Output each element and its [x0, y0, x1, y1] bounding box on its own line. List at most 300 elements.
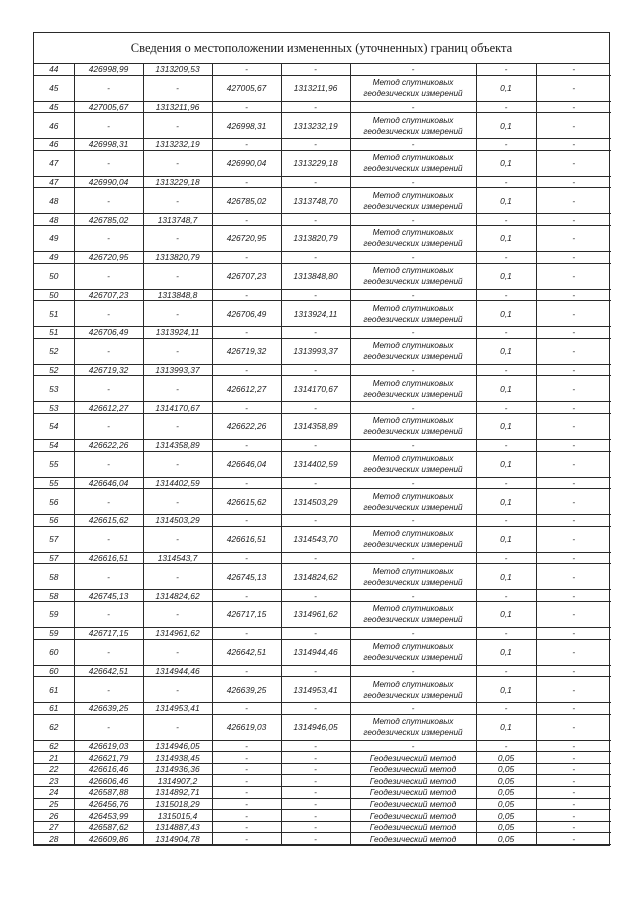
accuracy-cell: - [476, 477, 536, 489]
old-y-cell: 1314170,67 [143, 402, 212, 414]
new-y-cell: - [281, 214, 350, 226]
description-cell: - [536, 214, 611, 226]
old-y-cell: - [143, 714, 212, 740]
table-row [34, 376, 611, 402]
accuracy-cell: 0,1 [476, 489, 536, 515]
old-y-cell: - [143, 526, 212, 552]
new-x-cell: 426720,95 [212, 225, 281, 251]
point-number-cell: 60 [34, 639, 74, 665]
old-x-cell: 426745,13 [74, 590, 143, 602]
old-x-cell: 426612,27 [74, 402, 143, 414]
old-y-cell: 1313924,11 [143, 327, 212, 339]
old-y-cell: 1314904,78 [143, 833, 212, 845]
method-cell: Метод спутниковых геодезических измерений [350, 489, 476, 515]
new-y-cell: 1313232,19 [281, 113, 350, 139]
point-number-cell: 47 [34, 176, 74, 188]
old-y-cell: - [143, 263, 212, 289]
old-x-cell: 426616,51 [74, 552, 143, 564]
old-x-cell: 426720,95 [74, 251, 143, 263]
accuracy-cell: - [476, 515, 536, 527]
old-x-cell: - [74, 526, 143, 552]
new-x-cell: - [212, 251, 281, 263]
method-cell: Геодезический метод [350, 821, 476, 833]
old-y-cell: - [143, 413, 212, 439]
old-y-cell: 1313232,19 [143, 139, 212, 151]
method-cell: - [350, 627, 476, 639]
method-cell: Метод спутниковых геодезических измерений [350, 75, 476, 101]
description-cell: - [536, 703, 611, 715]
method-cell: - [350, 439, 476, 451]
table-row [34, 64, 611, 75]
new-y-cell: - [281, 552, 350, 564]
new-x-cell: - [212, 798, 281, 810]
new-x-cell: - [212, 439, 281, 451]
table-row [34, 413, 611, 439]
accuracy-cell: 0,1 [476, 413, 536, 439]
new-x-cell: - [212, 515, 281, 527]
method-cell: - [350, 590, 476, 602]
new-y-cell: 1313229,18 [281, 150, 350, 176]
new-y-cell: 1313748,70 [281, 188, 350, 214]
table-row [34, 763, 611, 775]
point-number-cell: 56 [34, 515, 74, 527]
method-cell: Геодезический метод [350, 798, 476, 810]
new-y-cell: 1314503,29 [281, 489, 350, 515]
old-y-cell: - [143, 225, 212, 251]
point-number-cell: 57 [34, 552, 74, 564]
old-x-cell: - [74, 188, 143, 214]
table-row [34, 113, 611, 139]
old-y-cell: - [143, 601, 212, 627]
old-y-cell: 1314907,2 [143, 775, 212, 787]
method-cell: Метод спутниковых геодезических измерений [350, 564, 476, 590]
old-y-cell: 1314892,71 [143, 787, 212, 799]
table-row [34, 477, 611, 489]
new-x-cell: 426745,13 [212, 564, 281, 590]
table-row [34, 752, 611, 764]
description-cell: - [536, 251, 611, 263]
coordinates-table [34, 64, 611, 845]
point-number-cell: 53 [34, 402, 74, 414]
point-number-cell: 55 [34, 477, 74, 489]
new-x-cell: - [212, 703, 281, 715]
point-number-cell: 48 [34, 188, 74, 214]
new-y-cell: - [281, 477, 350, 489]
new-y-cell: - [281, 515, 350, 527]
old-y-cell: 1313209,53 [143, 64, 212, 75]
point-number-cell: 44 [34, 64, 74, 75]
description-cell: - [536, 477, 611, 489]
point-number-cell: 45 [34, 101, 74, 113]
table-row [34, 665, 611, 677]
old-y-cell: - [143, 301, 212, 327]
old-y-cell: 1314961,62 [143, 627, 212, 639]
old-x-cell: 426998,31 [74, 139, 143, 151]
accuracy-cell: 0,1 [476, 301, 536, 327]
description-cell: - [536, 665, 611, 677]
table-row [34, 176, 611, 188]
new-x-cell: - [212, 775, 281, 787]
method-cell: Геодезический метод [350, 752, 476, 764]
accuracy-cell: - [476, 703, 536, 715]
accuracy-cell: 0,1 [476, 601, 536, 627]
new-x-cell: - [212, 176, 281, 188]
table-row [34, 564, 611, 590]
new-x-cell: - [212, 364, 281, 376]
table-row [34, 139, 611, 151]
old-x-cell: - [74, 263, 143, 289]
old-y-cell: 1313748,7 [143, 214, 212, 226]
method-cell: - [350, 251, 476, 263]
point-number-cell: 22 [34, 763, 74, 775]
new-y-cell: - [281, 439, 350, 451]
page-title: Сведения о местоположении измененных (уточненных) границ объекта [34, 33, 609, 64]
method-cell: Метод спутниковых геодезических измерений [350, 263, 476, 289]
description-cell: - [536, 821, 611, 833]
new-y-cell: - [281, 752, 350, 764]
new-y-cell: 1313924,11 [281, 301, 350, 327]
method-cell: Геодезический метод [350, 810, 476, 822]
new-x-cell: 426707,23 [212, 263, 281, 289]
new-x-cell: - [212, 740, 281, 752]
table-row [34, 489, 611, 515]
accuracy-cell: - [476, 139, 536, 151]
description-cell: - [536, 150, 611, 176]
method-cell: Метод спутниковых геодезических измерений [350, 639, 476, 665]
old-x-cell: 426785,02 [74, 214, 143, 226]
old-y-cell: 1314938,45 [143, 752, 212, 764]
new-y-cell: - [281, 139, 350, 151]
table-row [34, 810, 611, 822]
point-number-cell: 56 [34, 489, 74, 515]
accuracy-cell: - [476, 64, 536, 75]
new-x-cell: - [212, 810, 281, 822]
description-cell: - [536, 798, 611, 810]
old-y-cell: 1315018,29 [143, 798, 212, 810]
point-number-cell: 61 [34, 677, 74, 703]
accuracy-cell: 0,1 [476, 188, 536, 214]
accuracy-cell: - [476, 627, 536, 639]
new-x-cell: - [212, 214, 281, 226]
table-row [34, 225, 611, 251]
point-number-cell: 54 [34, 439, 74, 451]
description-cell: - [536, 515, 611, 527]
description-cell: - [536, 376, 611, 402]
method-cell: - [350, 740, 476, 752]
new-x-cell: - [212, 787, 281, 799]
table-row [34, 821, 611, 833]
table-row [34, 515, 611, 527]
new-x-cell: - [212, 821, 281, 833]
new-y-cell: - [281, 289, 350, 301]
old-y-cell: 1313993,37 [143, 364, 212, 376]
description-cell: - [536, 338, 611, 364]
accuracy-cell: - [476, 364, 536, 376]
method-cell: Метод спутниковых геодезических измерений [350, 225, 476, 251]
accuracy-cell: - [476, 740, 536, 752]
point-number-cell: 26 [34, 810, 74, 822]
point-number-cell: 57 [34, 526, 74, 552]
table-row [34, 75, 611, 101]
description-cell: - [536, 627, 611, 639]
new-x-cell: - [212, 833, 281, 845]
accuracy-cell: 0,05 [476, 763, 536, 775]
old-y-cell: 1314887,43 [143, 821, 212, 833]
new-x-cell: - [212, 101, 281, 113]
point-number-cell: 60 [34, 665, 74, 677]
new-y-cell: 1314358,89 [281, 413, 350, 439]
new-y-cell: 1313993,37 [281, 338, 350, 364]
method-cell: Геодезический метод [350, 775, 476, 787]
accuracy-cell: - [476, 214, 536, 226]
old-x-cell: 426606,46 [74, 775, 143, 787]
accuracy-cell: - [476, 665, 536, 677]
method-cell: - [350, 552, 476, 564]
table-row [34, 677, 611, 703]
description-cell: - [536, 590, 611, 602]
old-x-cell: 426616,46 [74, 763, 143, 775]
new-y-cell: 1314953,41 [281, 677, 350, 703]
point-number-cell: 46 [34, 139, 74, 151]
method-cell: - [350, 289, 476, 301]
point-number-cell: 45 [34, 75, 74, 101]
new-y-cell: - [281, 740, 350, 752]
description-cell: - [536, 113, 611, 139]
table-row [34, 798, 611, 810]
accuracy-cell: - [476, 101, 536, 113]
old-y-cell: 1314358,89 [143, 439, 212, 451]
accuracy-cell: - [476, 327, 536, 339]
old-y-cell: - [143, 188, 212, 214]
table-row [34, 188, 611, 214]
method-cell: Геодезический метод [350, 833, 476, 845]
new-y-cell: - [281, 590, 350, 602]
new-x-cell: - [212, 289, 281, 301]
point-number-cell: 50 [34, 263, 74, 289]
description-cell: - [536, 289, 611, 301]
point-number-cell: 25 [34, 798, 74, 810]
old-y-cell: 1314503,29 [143, 515, 212, 527]
new-y-cell: - [281, 833, 350, 845]
new-x-cell: 426990,04 [212, 150, 281, 176]
new-y-cell: - [281, 810, 350, 822]
old-y-cell: 1314944,46 [143, 665, 212, 677]
old-x-cell: - [74, 75, 143, 101]
old-y-cell: 1313848,8 [143, 289, 212, 301]
old-y-cell: 1314402,59 [143, 477, 212, 489]
table-row [34, 775, 611, 787]
method-cell: Метод спутниковых геодезических измерений [350, 677, 476, 703]
new-y-cell: - [281, 821, 350, 833]
accuracy-cell: 0,05 [476, 810, 536, 822]
old-y-cell: 1314936,36 [143, 763, 212, 775]
old-x-cell: 426619,03 [74, 740, 143, 752]
description-cell: - [536, 601, 611, 627]
new-x-cell: - [212, 590, 281, 602]
description-cell: - [536, 740, 611, 752]
document-sheet [33, 32, 610, 846]
old-x-cell: 426642,51 [74, 665, 143, 677]
point-number-cell: 27 [34, 821, 74, 833]
old-x-cell: - [74, 225, 143, 251]
old-x-cell: - [74, 601, 143, 627]
method-cell: Метод спутниковых геодезических измерений [350, 451, 476, 477]
accuracy-cell: 0,05 [476, 798, 536, 810]
point-number-cell: 49 [34, 225, 74, 251]
description-cell: - [536, 526, 611, 552]
accuracy-cell: 0,1 [476, 526, 536, 552]
old-y-cell: - [143, 564, 212, 590]
new-y-cell: - [281, 665, 350, 677]
method-cell: Геодезический метод [350, 763, 476, 775]
accuracy-cell: 0,1 [476, 75, 536, 101]
method-cell: Метод спутниковых геодезических измерений [350, 601, 476, 627]
method-cell: - [350, 176, 476, 188]
accuracy-cell: 0,1 [476, 113, 536, 139]
point-number-cell: 58 [34, 590, 74, 602]
new-x-cell: - [212, 665, 281, 677]
old-x-cell: 426998,99 [74, 64, 143, 75]
accuracy-cell: 0,1 [476, 714, 536, 740]
accuracy-cell: 0,05 [476, 787, 536, 799]
method-cell: Геодезический метод [350, 787, 476, 799]
method-cell: - [350, 64, 476, 75]
new-y-cell: - [281, 775, 350, 787]
point-number-cell: 53 [34, 376, 74, 402]
method-cell: - [350, 364, 476, 376]
old-x-cell: - [74, 677, 143, 703]
old-y-cell: 1314953,41 [143, 703, 212, 715]
accuracy-cell: 0,05 [476, 752, 536, 764]
accuracy-cell: - [476, 552, 536, 564]
new-y-cell: 1314170,67 [281, 376, 350, 402]
point-number-cell: 59 [34, 601, 74, 627]
new-y-cell: 1314961,62 [281, 601, 350, 627]
method-cell: Метод спутниковых геодезических измерений [350, 714, 476, 740]
accuracy-cell: 0,1 [476, 338, 536, 364]
point-number-cell: 48 [34, 214, 74, 226]
new-y-cell: 1314946,05 [281, 714, 350, 740]
table-row [34, 787, 611, 799]
old-y-cell: - [143, 150, 212, 176]
table-row [34, 639, 611, 665]
new-y-cell: - [281, 251, 350, 263]
new-x-cell: 426619,03 [212, 714, 281, 740]
description-cell: - [536, 489, 611, 515]
new-x-cell: - [212, 552, 281, 564]
description-cell: - [536, 327, 611, 339]
old-x-cell: 426587,88 [74, 787, 143, 799]
description-cell: - [536, 763, 611, 775]
table-row [34, 590, 611, 602]
point-number-cell: 52 [34, 338, 74, 364]
old-y-cell: 1314946,05 [143, 740, 212, 752]
new-y-cell: - [281, 327, 350, 339]
new-y-cell: - [281, 763, 350, 775]
description-cell: - [536, 439, 611, 451]
new-x-cell: 426998,31 [212, 113, 281, 139]
method-cell: - [350, 214, 476, 226]
accuracy-cell: - [476, 402, 536, 414]
old-y-cell: 1313820,79 [143, 251, 212, 263]
method-cell: Метод спутниковых геодезических измерений [350, 188, 476, 214]
point-number-cell: 23 [34, 775, 74, 787]
accuracy-cell: - [476, 590, 536, 602]
new-x-cell: - [212, 752, 281, 764]
method-cell: Метод спутниковых геодезических измерений [350, 301, 476, 327]
description-cell: - [536, 402, 611, 414]
accuracy-cell: 0,05 [476, 833, 536, 845]
old-x-cell: - [74, 714, 143, 740]
old-y-cell: - [143, 639, 212, 665]
old-x-cell: - [74, 451, 143, 477]
new-x-cell: - [212, 64, 281, 75]
accuracy-cell: 0,1 [476, 150, 536, 176]
point-number-cell: 51 [34, 301, 74, 327]
old-x-cell: 426706,49 [74, 327, 143, 339]
description-cell: - [536, 176, 611, 188]
old-y-cell: 1314543,7 [143, 552, 212, 564]
new-y-cell: - [281, 364, 350, 376]
new-y-cell: 1314402,59 [281, 451, 350, 477]
table-row [34, 101, 611, 113]
method-cell: Метод спутниковых геодезических измерений [350, 150, 476, 176]
description-cell: - [536, 364, 611, 376]
new-x-cell: 426616,51 [212, 526, 281, 552]
description-cell: - [536, 188, 611, 214]
point-number-cell: 54 [34, 413, 74, 439]
method-cell: Метод спутниковых геодезических измерений [350, 526, 476, 552]
new-y-cell: - [281, 176, 350, 188]
old-x-cell: 426646,04 [74, 477, 143, 489]
method-cell: - [350, 402, 476, 414]
old-x-cell: 426990,04 [74, 176, 143, 188]
description-cell: - [536, 810, 611, 822]
new-x-cell: 426639,25 [212, 677, 281, 703]
old-y-cell: - [143, 113, 212, 139]
old-x-cell: 426622,26 [74, 439, 143, 451]
point-number-cell: 62 [34, 714, 74, 740]
accuracy-cell: - [476, 251, 536, 263]
table-row [34, 214, 611, 226]
method-cell: - [350, 327, 476, 339]
table-row [34, 714, 611, 740]
old-y-cell: - [143, 451, 212, 477]
description-cell: - [536, 833, 611, 845]
new-x-cell: - [212, 402, 281, 414]
accuracy-cell: 0,1 [476, 376, 536, 402]
accuracy-cell: 0,1 [476, 225, 536, 251]
old-x-cell: 426717,15 [74, 627, 143, 639]
new-y-cell: - [281, 627, 350, 639]
old-y-cell: - [143, 376, 212, 402]
new-y-cell: - [281, 703, 350, 715]
description-cell: - [536, 75, 611, 101]
old-x-cell: 426621,79 [74, 752, 143, 764]
new-x-cell: 426622,26 [212, 413, 281, 439]
method-cell: - [350, 139, 476, 151]
description-cell: - [536, 301, 611, 327]
old-y-cell: - [143, 677, 212, 703]
old-y-cell: - [143, 75, 212, 101]
description-cell: - [536, 552, 611, 564]
method-cell: - [350, 515, 476, 527]
old-x-cell: 426609,86 [74, 833, 143, 845]
description-cell: - [536, 225, 611, 251]
new-x-cell: - [212, 763, 281, 775]
method-cell: - [350, 703, 476, 715]
old-x-cell: 426456,76 [74, 798, 143, 810]
